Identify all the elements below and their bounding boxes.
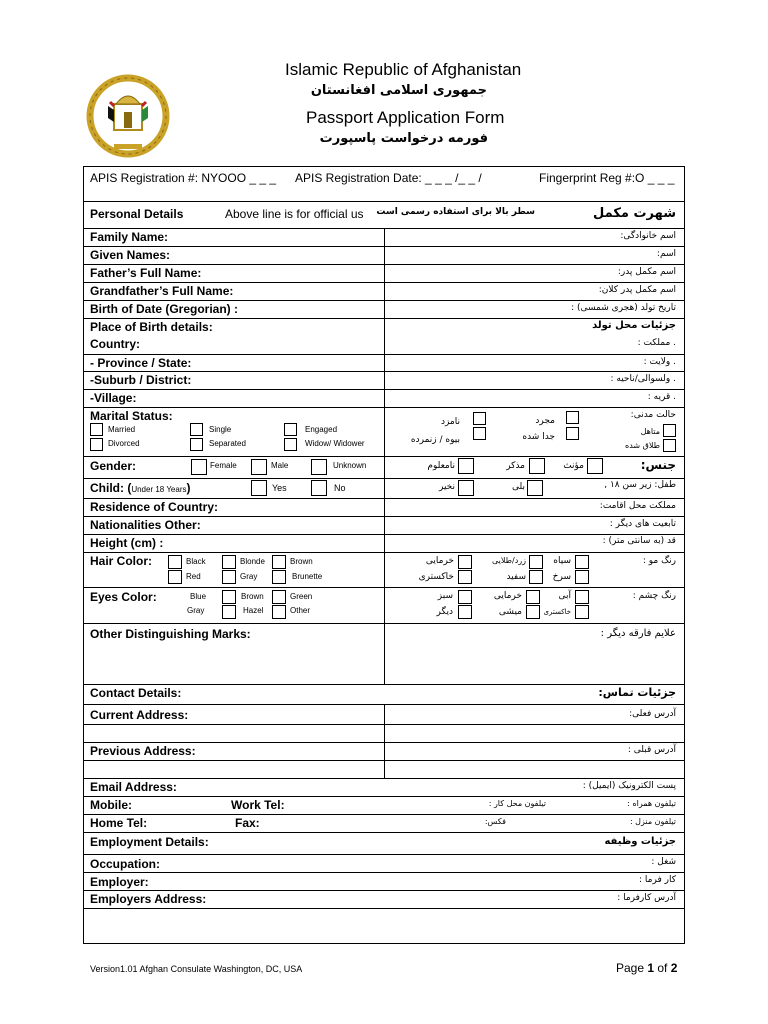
previous-address-field[interactable] — [85, 761, 683, 777]
hair-gray-label: Gray — [240, 572, 258, 581]
widow-label: Widow/ Widower — [305, 439, 365, 448]
divorced-checkbox[interactable] — [90, 438, 103, 451]
child-yes-checkbox-fa[interactable] — [527, 480, 543, 496]
mobile-label: Mobile: — [90, 798, 132, 812]
residence-label-fa: مملکت محل اقامت: — [599, 501, 676, 511]
contact-details-title: Contact Details: — [90, 686, 182, 700]
gender-label-fa: جنس: — [640, 458, 676, 472]
apis-registration-date: APIS Registration Date: _ _ _ /_ _ / — [295, 171, 482, 185]
separated-checkbox[interactable] — [190, 438, 203, 451]
national-emblem — [84, 70, 172, 158]
child-no-checkbox[interactable] — [311, 480, 327, 496]
work-tel-label: Work Tel: — [231, 798, 285, 812]
eyes-gray-checkbox-fa[interactable] — [575, 605, 589, 619]
full-name-title-fa: شهرت مکمل — [593, 206, 676, 221]
single-checkbox-fa[interactable] — [566, 411, 579, 424]
separated-label-fa: جدا شده — [522, 432, 555, 442]
child-age-note: Under 18 Years — [131, 485, 187, 494]
unknown-label-fa: نامعلوم — [427, 461, 455, 471]
hair-gray-checkbox-fa[interactable] — [458, 570, 472, 584]
country-label: Country: — [90, 337, 140, 351]
married-checkbox-fa[interactable] — [663, 424, 676, 437]
eyes-hazel-label-fa: میشی — [498, 607, 522, 617]
divorced-checkbox-fa[interactable] — [663, 439, 676, 452]
page-number: Page 1 of 2 — [616, 961, 678, 975]
eyes-gray-label-fa: خاکستری — [543, 608, 571, 616]
eyes-blue-label-fa: آبی — [558, 591, 571, 601]
fingerprint-registration: Fingerprint Reg #:O _ _ _ — [539, 171, 675, 185]
hair-red-checkbox-fa[interactable] — [575, 570, 589, 584]
hair-blonde-label: Blonde — [240, 557, 265, 566]
employment-details-title: Employment Details: — [90, 835, 209, 849]
hair-black-checkbox[interactable] — [168, 555, 182, 569]
occupation-label-fa: شغل : — [651, 857, 676, 867]
fax-label: Fax: — [235, 816, 260, 830]
hair-black-label-fa: سیاه — [553, 556, 571, 566]
eyes-other-label-fa: دیگر — [436, 607, 453, 617]
hair-brunette-label-fa: خرمایی — [425, 556, 454, 566]
hair-red-label-fa: سرخ — [552, 572, 571, 582]
child-no-label: No — [334, 483, 346, 493]
eyes-hazel-checkbox[interactable] — [272, 605, 286, 619]
eyes-blue-label: Blue — [190, 592, 207, 601]
engaged-label: Engaged — [305, 425, 338, 434]
eyes-blue-checkbox[interactable] — [222, 590, 236, 604]
female-checkbox[interactable] — [191, 459, 207, 475]
nationalities-label-fa: تابعیت های دیگر : — [609, 519, 676, 529]
province-field[interactable] — [386, 355, 546, 370]
distinguishing-marks-label: Other Distinguishing Marks: — [90, 627, 251, 641]
place-of-birth-label-fa: جزئیات محل تولد — [592, 320, 676, 331]
grandfather-name-label: Grandfather’s Full Name: — [90, 284, 234, 298]
suburb-field[interactable] — [386, 372, 546, 388]
distinguishing-marks-label-fa: علایم فارقه دیگر : — [600, 628, 676, 639]
distinguishing-marks-field[interactable] — [85, 645, 383, 683]
province-label: - Province / State: — [90, 356, 192, 370]
eyes-brown-checkbox[interactable] — [272, 590, 286, 604]
eyes-other-label: Other — [290, 606, 311, 615]
engaged-checkbox-fa[interactable] — [473, 412, 486, 425]
hair-red-checkbox[interactable] — [168, 570, 182, 584]
married-label-fa: متاهل — [640, 427, 660, 436]
male-checkbox[interactable] — [251, 459, 267, 475]
suburb-label: -Suburb / District: — [90, 373, 192, 387]
eyes-green-label: Green — [290, 592, 313, 601]
hair-black-checkbox-fa[interactable] — [575, 555, 589, 569]
given-names-field[interactable] — [386, 247, 546, 263]
employment-details-title-fa: جزئیات وظیفه — [604, 836, 676, 847]
mobile-field[interactable] — [140, 797, 226, 813]
fax-field[interactable] — [262, 815, 452, 831]
unknown-checkbox-fa[interactable] — [458, 458, 474, 474]
hair-color-label-fa: رنگ مو : — [642, 556, 676, 566]
divorced-label: Divorced — [108, 439, 140, 448]
widow-checkbox-fa[interactable] — [473, 427, 486, 440]
home-tel-label-fa: تیلفون منزل : — [629, 817, 676, 826]
employer-label: Employer: — [90, 875, 149, 889]
hair-white-label-fa: سفید — [506, 572, 526, 582]
country-field[interactable] — [386, 337, 546, 353]
residence-field[interactable] — [386, 499, 546, 515]
family-name-field[interactable] — [386, 229, 546, 245]
occupation-label: Occupation: — [90, 857, 161, 871]
official-use-note: Above line is for official us — [225, 207, 364, 221]
country-label-fa: . مملکت : — [637, 338, 676, 348]
form-title-en: Passport Application Form — [306, 108, 505, 127]
village-label-fa: . قریه : — [647, 392, 676, 402]
birth-date-field[interactable] — [386, 301, 516, 317]
home-tel-field[interactable] — [150, 815, 230, 831]
unknown-label: Unknown — [333, 461, 367, 470]
eyes-gray-checkbox[interactable] — [222, 605, 236, 619]
female-checkbox-fa[interactable] — [587, 458, 603, 474]
hair-brown-checkbox[interactable] — [272, 555, 286, 569]
official-use-note-fa: سطر بالا برای استفاده رسمی است — [376, 207, 535, 217]
eyes-green-checkbox-fa[interactable] — [458, 590, 472, 604]
hair-blonde-label-fa: زرد/طلایی — [491, 556, 526, 565]
previous-address-label-fa: آدرس قبلی : — [627, 745, 676, 755]
height-field[interactable] — [386, 535, 546, 551]
eyes-gray-label: Gray — [187, 606, 205, 615]
height-label-fa: قد (به سانتی متر) : — [602, 536, 676, 546]
child-no-checkbox-fa[interactable] — [458, 480, 474, 496]
male-label-fa: مذکر — [506, 461, 525, 471]
family-name-label-fa: اسم خانوادگی: — [620, 231, 676, 241]
female-label-fa: مؤنث — [563, 461, 584, 471]
country-title-fa: جمهوری اسلامی افغانستان — [310, 83, 487, 98]
personal-details-title: Personal Details — [90, 207, 184, 221]
employer-address-label-fa: آدرس کارفرما : — [617, 893, 676, 903]
hair-brown-label: Brown — [290, 557, 313, 566]
engaged-label-fa: نامزد — [440, 417, 460, 427]
given-names-label-fa: اسم: — [656, 249, 676, 259]
child-yes-label: Yes — [272, 483, 287, 493]
single-label: Single — [209, 425, 232, 434]
eyes-other-checkbox-fa[interactable] — [458, 605, 472, 619]
hair-blonde-checkbox[interactable] — [222, 555, 236, 569]
grandfather-name-label-fa: اسم مکمل پدر کلان: — [598, 285, 676, 295]
apis-registration-number: APIS Registration #: NYOOO _ _ _ — [90, 171, 277, 185]
child-label-fa: طفل: زیر سن ۱۸ , — [604, 480, 676, 490]
hair-brunette-checkbox[interactable] — [272, 570, 286, 584]
suburb-label-fa: . ولسوالی/ناحیه : — [610, 374, 676, 384]
work-tel-field[interactable] — [290, 797, 450, 813]
hair-red-label: Red — [186, 572, 201, 581]
father-name-label-fa: اسم مکمل پدر: — [617, 267, 676, 277]
male-label: Male — [271, 461, 289, 470]
hair-brunette-label: Brunette — [292, 572, 323, 581]
engaged-checkbox[interactable] — [284, 423, 297, 436]
married-label: Married — [108, 425, 136, 434]
email-label-fa: پست الکترونیک (ایمیل) : — [582, 781, 676, 791]
height-label: Height (cm) : — [90, 536, 164, 550]
marital-status-label: Marital Status: — [90, 409, 173, 423]
widow-checkbox[interactable] — [284, 438, 297, 451]
email-label: Email Address: — [90, 780, 177, 794]
child-yes-checkbox[interactable] — [251, 480, 267, 496]
occupation-field[interactable] — [170, 856, 570, 871]
father-name-field[interactable] — [386, 265, 546, 281]
village-label: -Village: — [90, 391, 137, 405]
birth-date-label-fa: تاریخ تولد (هجری شمسی) : — [571, 303, 676, 313]
hair-gray-label-fa: خاکستری — [418, 572, 454, 582]
version-footer: Version1.01 Afghan Consulate Washington, DC, USA — [90, 964, 303, 974]
separated-checkbox-fa[interactable] — [566, 427, 579, 440]
place-of-birth-label: Place of Birth details: — [90, 320, 213, 334]
nationalities-field[interactable] — [386, 517, 546, 533]
email-field[interactable] — [200, 779, 530, 795]
home-tel-label: Home Tel: — [90, 816, 148, 830]
father-name-label: Father’s Full Name: — [90, 266, 202, 280]
separated-label: Separated — [209, 439, 246, 448]
employer-label-fa: کار فرما : — [639, 875, 676, 885]
birth-date-label: Birth of Date (Gregorian) : — [90, 302, 239, 316]
eyes-color-label: Eyes Color: — [90, 590, 157, 604]
marital-status-label-fa: حالت مدنی: — [630, 410, 676, 420]
contact-details-title-fa: جزئیات تماس: — [598, 686, 676, 699]
hair-brunette-checkbox-fa[interactable] — [458, 555, 472, 569]
current-address-label: Current Address: — [90, 708, 189, 722]
single-checkbox[interactable] — [190, 423, 203, 436]
hair-black-label: Black — [186, 557, 206, 566]
work-tel-label-fa: تیلفون محل کار : — [488, 799, 546, 808]
village-field[interactable] — [386, 390, 546, 406]
eyes-brown-checkbox-fa[interactable] — [526, 590, 540, 604]
gender-label: Gender: — [90, 459, 137, 473]
married-checkbox[interactable] — [90, 423, 103, 436]
male-checkbox-fa[interactable] — [529, 458, 545, 474]
child-yes-label-fa: بلی — [512, 482, 525, 492]
single-label-fa: مجرد — [535, 416, 555, 426]
country-title-en: Islamic Republic of Afghanistan — [285, 60, 522, 79]
province-label-fa: . ولایت : — [643, 357, 676, 367]
child-no-label-fa: نخیر — [439, 482, 455, 492]
divorced-label-fa: طلاق شده — [625, 441, 660, 450]
family-name-label: Family Name: — [90, 230, 169, 244]
mobile-label-fa: تیلفون همراه : — [627, 799, 676, 808]
eyes-green-label-fa: سبز — [437, 591, 453, 601]
employer-field[interactable] — [160, 874, 570, 889]
eyes-brown-label-fa: خرمایی — [493, 591, 522, 601]
current-address-label-fa: آدرس فعلی: — [629, 709, 676, 719]
eyes-hazel-label: Hazel — [243, 606, 264, 615]
unknown-checkbox[interactable] — [311, 459, 327, 475]
eyes-blue-checkbox-fa[interactable] — [575, 590, 589, 604]
female-label: Female — [210, 461, 237, 470]
widow-label-fa: بیوه / زنمرده — [410, 435, 460, 445]
eyes-hazel-checkbox-fa[interactable] — [526, 605, 540, 619]
residence-label: Residence of Country: — [90, 500, 219, 514]
hair-gray-checkbox[interactable] — [222, 570, 236, 584]
grandfather-name-field[interactable] — [386, 283, 536, 299]
given-names-label: Given Names: — [90, 248, 171, 262]
eyes-color-label-fa: رنگ چشم : — [632, 591, 676, 601]
fax-label-fa: فکس: — [484, 817, 506, 826]
previous-address-label: Previous Address: — [90, 744, 196, 758]
eyes-brown-label: Brown — [241, 592, 264, 601]
child-label: Child: (Under 18 Years) — [90, 481, 191, 495]
current-address-field[interactable] — [85, 725, 683, 741]
form-title-fa: فورمه درخواست پاسپورت — [319, 131, 488, 146]
hair-color-label: Hair Color: — [90, 554, 153, 568]
employer-address-field[interactable] — [85, 910, 683, 942]
employer-address-label: Employers Address: — [90, 892, 207, 906]
nationalities-label: Nationalities Other: — [90, 518, 201, 532]
